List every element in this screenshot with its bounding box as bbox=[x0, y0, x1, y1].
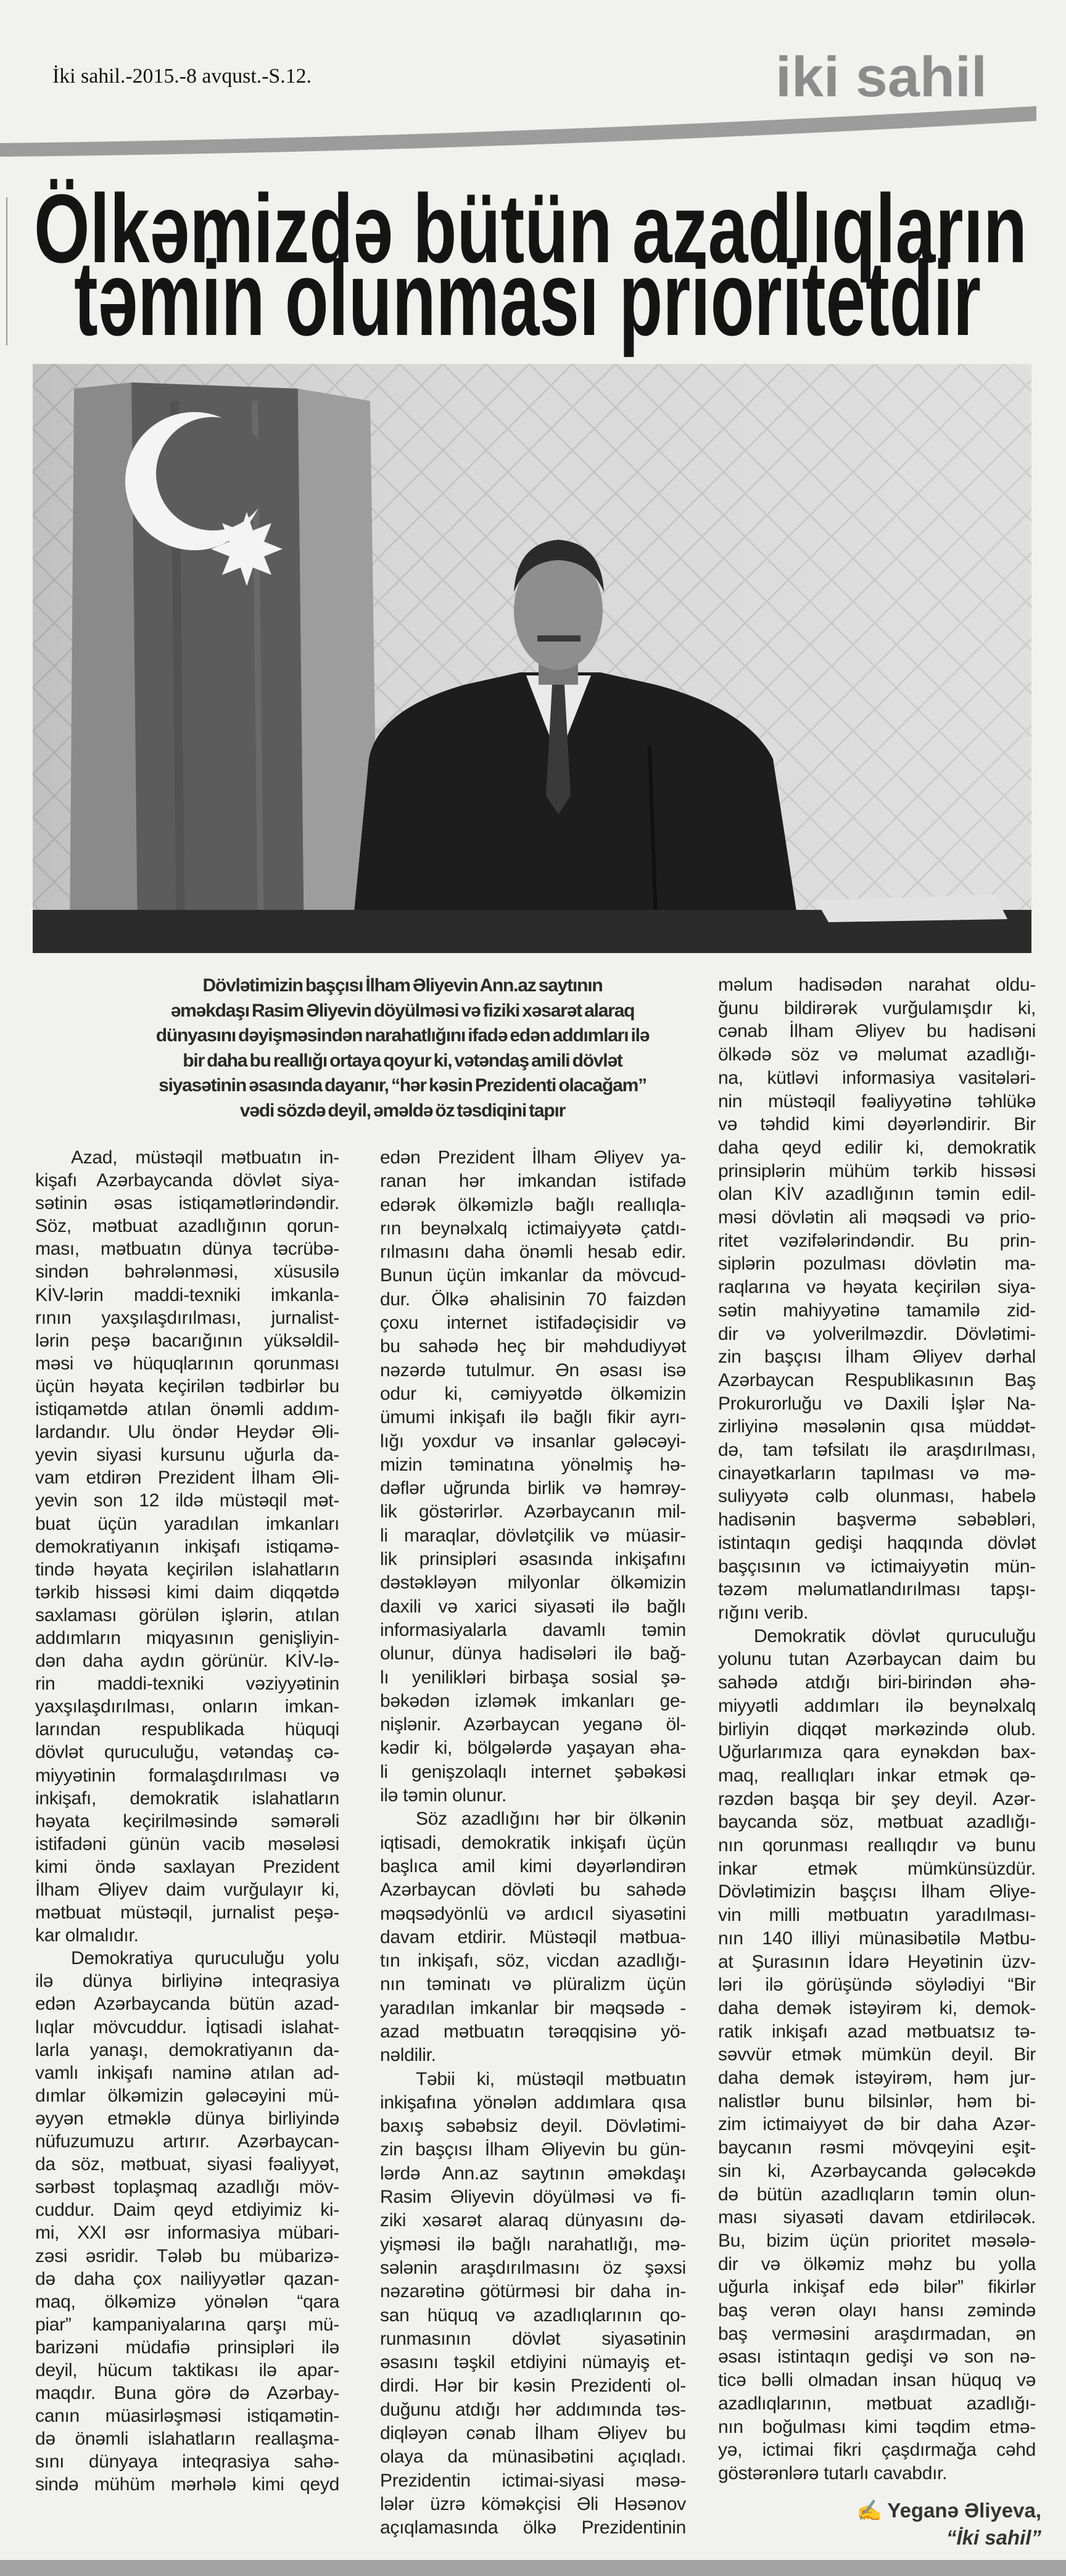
article-column-2 bbox=[380, 1146, 686, 2540]
text-line: lıqlar mövcuddur. İqtisadi islahat- bbox=[35, 2017, 339, 2037]
text-line: ratik inkişafı azad mətbuatsız tə- bbox=[718, 2021, 1036, 2042]
text-line: nəzərdə tutulmur. Ən əsası isə bbox=[380, 1360, 686, 1381]
text-line: nın təminatı və plüralizm üçün bbox=[380, 1974, 686, 1995]
text-line: duğunu atdığı hər addımında təs- bbox=[380, 2399, 686, 2420]
text-line: nın boğulması kimi təqdim etmə- bbox=[718, 2416, 1036, 2437]
text-line: təzəm məlumatlandırılması tapşı- bbox=[718, 1579, 1036, 1600]
text-line: istintaqın gedişi haqqında dövlət bbox=[718, 1532, 1036, 1553]
text-line: nın qorunması reallıqdır və bunu bbox=[718, 1835, 1036, 1856]
text-line: başçısının və ictimaiyyətin mün- bbox=[718, 1556, 1036, 1577]
text-line: cənab İlham Əliyev bu hadisəni bbox=[718, 1021, 1036, 1042]
text-line: maq, reallıqları inkar etmək qə- bbox=[718, 1765, 1036, 1786]
text-line: tərkib hissəsi kimi daim diqqətdə bbox=[35, 1582, 339, 1603]
text-line: daha qeyd edilir ki, demokratik bbox=[718, 1137, 1036, 1158]
text-line: Demokratiya quruculuğu yolu bbox=[71, 1948, 339, 1969]
article-paragraph bbox=[380, 1146, 686, 1807]
text-line: ması, mətbuatın dünya təcrübə- bbox=[35, 1239, 339, 1260]
text-line: li genişzolaqlı internet şəbəkəsi bbox=[380, 1761, 686, 1782]
text-line: Söz azadlığını hər bir ölkənin bbox=[416, 1809, 686, 1830]
text-line: və təhdid kimi dəyərləndirir. Bir bbox=[718, 1114, 1036, 1135]
text-line: ranan hər imkandan istifadə bbox=[380, 1171, 686, 1192]
text-line: tın inkişafı, söz, vicdan azadlığı- bbox=[380, 1951, 686, 1971]
text-line: kar olmalıdır. bbox=[35, 1925, 139, 1946]
text-line: deyil, hücum taktikası ilə apar- bbox=[35, 2359, 339, 2380]
text-line: san hüquq və azadlıqlarının qo- bbox=[380, 2305, 686, 2326]
text-line: baycanda söz, mətbuat azadlığı- bbox=[718, 1812, 1036, 1833]
text-line: buat üçün yaradılan imkanları bbox=[35, 1513, 339, 1534]
byline bbox=[857, 2497, 1041, 2551]
text-line: vam etdirən Prezident İlham Əli- bbox=[35, 1468, 339, 1488]
masthead: iki sahil bbox=[775, 46, 987, 109]
text-line: lığı yoxdur və insanlar gələcəyi- bbox=[380, 1430, 686, 1451]
bottom-rule bbox=[0, 2560, 1066, 2576]
text-line: lələr üzrə köməkçisi Əli Həsənov bbox=[380, 2493, 686, 2514]
text-line: Dövlətimizin başçısı İlham Əliye- bbox=[718, 1881, 1036, 1902]
text-line: zim ictimaiyyət də bir daha Azər- bbox=[718, 2114, 1036, 2135]
text-line: ölkədə söz və məlumat azadlığı- bbox=[718, 1044, 1036, 1065]
text-line: edən Azərbaycanda bütün azad- bbox=[35, 1994, 339, 2015]
text-line: piar” kampaniyalarına qarşı mü- bbox=[35, 2314, 339, 2335]
text-line: səvvür etmək mümkün deyil. Bir bbox=[718, 2044, 1036, 2065]
text-line: ziki xəsarət alaraq dünyasını də- bbox=[380, 2210, 686, 2231]
text-line: çoxu internet istifadəçisidir və bbox=[380, 1313, 686, 1334]
text-line: siplərin pozulması dövlətin ma- bbox=[718, 1253, 1036, 1274]
lead-line: Dövlətimizin başçısı İlham Əliyevin Ann.az saytının bbox=[202, 975, 603, 996]
text-line: yevin siyasi kursunu uğurla da- bbox=[35, 1445, 339, 1466]
text-line: edən Prezident İlham Əliyev ya- bbox=[380, 1147, 686, 1168]
text-line: dəflər uğrunda birlik və həmrəy- bbox=[380, 1478, 686, 1499]
text-line: dımlar ölkəmizin gələcəyini mü- bbox=[35, 2085, 339, 2106]
text-line: dövlət quruculuğu, vətəndaş cə- bbox=[35, 1742, 339, 1763]
text-line: barizəni müdafiə prinsipləri ilə bbox=[35, 2337, 339, 2358]
text-line: də, tam təfsilatı ilə araşdırılması, bbox=[718, 1440, 1036, 1461]
text-line: məqsədyönlü və ardıcıl siyasətini bbox=[380, 1903, 686, 1924]
text-line: davam etdirir. Müstəqil mətbua- bbox=[380, 1926, 686, 1947]
pen-icon: ✍ bbox=[856, 2499, 882, 2522]
text-line: Bu, bizim üçün prioritet məsələ- bbox=[718, 2230, 1036, 2251]
text-line: dəstəkləyən milyonlar ölkəmizin bbox=[380, 1572, 686, 1593]
text-line: kədir ki, bölgələrdə yaşayan əha- bbox=[380, 1738, 686, 1759]
article-paragraph bbox=[35, 1146, 339, 1947]
lead-paragraph bbox=[93, 973, 713, 1123]
text-line: Azad, müstəqil mətbuatın in- bbox=[71, 1147, 339, 1168]
text-line: nişlənir. Azərbaycan yeganə öl- bbox=[380, 1714, 686, 1735]
text-line: Uğurlarımıza qara eynəkdən bax- bbox=[718, 1742, 1036, 1763]
text-line: informasiyalarla davamlı təmin bbox=[380, 1619, 686, 1640]
text-line: vin milli mətbuatın yaradılması- bbox=[718, 1905, 1036, 1926]
text-line: dirdi. Hər bir kəsin Prezidenti ol- bbox=[380, 2376, 686, 2396]
text-line: miyyətli addımları ilə beynəlxalq bbox=[718, 1695, 1036, 1716]
text-line: at Şurasının İdarə Heyətinin üzv- bbox=[718, 1951, 1036, 1972]
text-line: istiqamətdə atılan önəmli addım- bbox=[35, 1399, 339, 1420]
text-line: cinayətkarların tapılması və mə- bbox=[718, 1463, 1036, 1484]
text-line: miyyətinin formalaşdırılması və bbox=[35, 1765, 339, 1786]
article-paragraph bbox=[718, 1625, 1036, 2485]
text-line: dur. Ölkə əhalisinin 70 faizdən bbox=[380, 1289, 686, 1310]
article-paragraph bbox=[35, 1947, 339, 2496]
text-line: ritet vəzifələrindəndir. Bu prin- bbox=[718, 1230, 1036, 1251]
text-line: iqtisadi, demokratik inkişafı üçün bbox=[380, 1832, 686, 1853]
text-line: rəzdən başqa bir şey deyil. Azər- bbox=[718, 1788, 1036, 1809]
text-line: hadisənin başvermə səbəbləri, bbox=[718, 1509, 1036, 1530]
text-line: də daha çox nailiyyətlər qazan- bbox=[35, 2268, 339, 2289]
text-line: sını dünyaya inteqrasiya sahə- bbox=[35, 2451, 339, 2472]
text-line: ləri ilə görüşündə söylədiyi “Bir bbox=[718, 1975, 1036, 1996]
text-line: rın beynəlxalq ictimaiyyətə çatdı- bbox=[380, 1218, 686, 1239]
text-line: sahədə atdığı biri-birindən əhə- bbox=[718, 1672, 1036, 1693]
text-line: tində həyata keçirilən islahatların bbox=[35, 1559, 339, 1580]
text-line: nüfuzumuzu artırır. Azərbaycan- bbox=[35, 2131, 339, 2152]
text-line: lərdə Ann.az saytının əməkdaşı bbox=[380, 2163, 686, 2184]
text-line: lərin peşə bacarığının yüksəldil- bbox=[35, 1330, 339, 1351]
text-line: Azərbaycan Respublikasının Baş bbox=[718, 1369, 1036, 1390]
text-line: İlham Əliyev daim vurğulayır ki, bbox=[35, 1880, 339, 1900]
author-name: Yeganə Əliyeva, bbox=[887, 2499, 1041, 2522]
text-line: nin müstəqil fəaliyyətinə təhlükə bbox=[718, 1091, 1036, 1112]
text-line: daha demək istəyirəm, həm jur- bbox=[718, 2068, 1036, 2089]
text-line: yaxşılaşdırılması, onların imkan- bbox=[35, 1696, 339, 1717]
text-line: Bunun üçün imkanlar da mövcud- bbox=[380, 1265, 686, 1286]
text-line: dən daha aydın görünür. KİV-lə- bbox=[35, 1651, 339, 1672]
text-line: Prezidentin ictimai-siyasi məsə- bbox=[380, 2470, 686, 2491]
text-line: azadlıqlarının, mətbuat azadlığı- bbox=[718, 2393, 1036, 2414]
text-line: inkişafı, demokratik islahatların bbox=[35, 1788, 339, 1809]
text-line: əsasını təşkil etdiyini nümayiş et- bbox=[380, 2352, 686, 2373]
text-line: runmasının dövlət siyasətinin bbox=[380, 2328, 686, 2349]
text-line: li maraqlar, dövlətçilik və müasir- bbox=[380, 1525, 686, 1546]
text-line: ması siyasəti davam etdiriləcək. bbox=[718, 2207, 1036, 2228]
text-line: larla yanaşı, demokratiyanın da- bbox=[35, 2039, 339, 2060]
text-line: demokratiyanın inkişafı istiqamə- bbox=[35, 1536, 339, 1557]
text-line: raqlarına və həyata keçirilən siya- bbox=[718, 1277, 1036, 1298]
text-line: ticə bəlli olmadan insan hüquq və bbox=[718, 2370, 1036, 2391]
text-line: də bütün azadlıqların təmin olun- bbox=[718, 2184, 1036, 2205]
text-line: Söz, mətbuat azadlığının qorun- bbox=[35, 1216, 339, 1237]
text-line: lı yenilikləri birbaşa sosial şə- bbox=[380, 1667, 686, 1688]
flag bbox=[70, 382, 378, 944]
text-line: suliyyətə cəlb olunması, habelə bbox=[718, 1486, 1036, 1507]
text-line: istifadəni günün vacib məsələsi bbox=[35, 1833, 339, 1854]
text-line: məlum hadisədən narahat oldu- bbox=[718, 975, 1036, 995]
text-line: kimi öndə saxlayan Prezident bbox=[35, 1856, 339, 1877]
text-line: rılmasını daha önəmli hesab edir. bbox=[380, 1242, 686, 1263]
president-at-desk-photo bbox=[33, 364, 1031, 953]
text-line: sin ki, Azərbaycanda gələcəkdə bbox=[718, 2160, 1036, 2181]
citation: İki sahil.-2015.-8 avqust.-S.12. bbox=[52, 65, 312, 88]
text-line: yevin son 12 ildə müstəqil mət- bbox=[35, 1490, 339, 1511]
text-line: prinsiplərin mühüm tərkib hissəsi bbox=[718, 1160, 1036, 1181]
lead-line: bir daha bu reallığı ortaya qoyur ki, vətəndaş amili dövlət bbox=[183, 1050, 622, 1071]
lead-line: dünyasını dəyişməsindən narahatlığını ifadə edən addımları ilə bbox=[155, 1025, 650, 1046]
text-line: inkar etmək mümkünsüzdür. bbox=[718, 1858, 1036, 1879]
text-line: lik göstərirlər. Azərbaycanın mil- bbox=[380, 1501, 686, 1522]
text-line: odur ki, cəmiyyətdə ölkəmizin bbox=[380, 1383, 686, 1404]
text-line: olunur, dünya hadisələri ilə bağ- bbox=[380, 1643, 686, 1664]
text-line: baş verməsini araşdırmadan, ən bbox=[718, 2323, 1036, 2344]
text-line: da söz, mətbuat, siyasi fəaliyyət, bbox=[35, 2154, 339, 2175]
text-line: ilə dünya birliyinə inteqrasiya bbox=[35, 1971, 339, 1992]
text-line: yişməsi ilə bağlı narahatlığı, mə- bbox=[380, 2234, 686, 2255]
text-line: mətbuat müstəqil, jurnalist peşə- bbox=[35, 1902, 339, 1923]
text-line: yə, ictimai fikri çaşdırmağa cəhd bbox=[718, 2440, 1036, 2461]
text-line: olaya da münasibətini açıqladı. bbox=[380, 2446, 686, 2467]
text-line: rığını verib. bbox=[718, 1602, 809, 1623]
article-paragraph bbox=[380, 2068, 686, 2540]
lead-line: siyasətinin əsasında dayanır, “hər kəsin Prezidenti olacağam” bbox=[159, 1075, 647, 1096]
text-line: üçün həyata keçirilən tədbirlər bu bbox=[35, 1376, 339, 1397]
article-paragraph bbox=[718, 973, 1036, 1625]
text-line: baxış səbəbsiz deyil. Dövlətimi- bbox=[380, 2116, 686, 2137]
text-line: məsi və hüquqlarının qorunması bbox=[35, 1353, 339, 1374]
text-line: addımların miqyasının genişliyin- bbox=[35, 1627, 339, 1648]
text-line: əyyən etməklə dünya birliyində bbox=[35, 2108, 339, 2129]
text-line: nəldilir. bbox=[380, 2045, 436, 2066]
text-line: ilə təmin olunur. bbox=[380, 1785, 507, 1806]
text-line: də önəmli islahatların reallaşma- bbox=[35, 2429, 339, 2450]
text-line: lardandır. Ulu öndər Heydər Əli- bbox=[35, 1422, 339, 1443]
text-line: zirliyinə məsələnin qısa müddət- bbox=[718, 1416, 1036, 1437]
text-line: lik prinsipləri əsasında inkişafını bbox=[380, 1549, 686, 1570]
article-column-3 bbox=[718, 973, 1036, 2485]
article-paragraph bbox=[380, 1807, 686, 2067]
text-line: sindən bəhrələnməsi, xüsusilə bbox=[35, 1261, 339, 1282]
text-line: rin maddi-texniki vəziyyətinin bbox=[35, 1674, 339, 1695]
text-line: KİV-lərin maddi-texniki imkanla- bbox=[35, 1284, 339, 1305]
text-line: na, kütləvi informasiya vasitələri- bbox=[718, 1067, 1036, 1088]
text-line: sətinin əsas istiqamətlərindəndir. bbox=[35, 1193, 339, 1214]
text-line: dir və ölkəmiz məhz bu yolla bbox=[718, 2253, 1036, 2274]
text-line: həyata keçirilməsində səmərəli bbox=[35, 1810, 339, 1831]
text-line: ğunu bildirərək vurğulamışdır ki, bbox=[718, 997, 1036, 1018]
text-line: Rasim Əliyevin döyülməsi və fi- bbox=[380, 2187, 686, 2208]
text-line: sində mühüm mərhələ kimi qeyd bbox=[35, 2474, 339, 2495]
text-line: baş verən olayı hansı zəmində bbox=[718, 2300, 1036, 2321]
text-line: daha demək istəyirəm ki, demok- bbox=[718, 1997, 1036, 2018]
header-rule bbox=[0, 106, 1036, 157]
text-line: bu sahədə heç bir məhdudiyyət bbox=[380, 1336, 686, 1357]
text-line: nalistlər bunu bilsinlər, həm bi- bbox=[718, 2091, 1036, 2112]
text-line: nın 140 illiyi münasibətilə Mətbu- bbox=[718, 1928, 1036, 1949]
text-line: ümumi inkişafı ilə bağlı fikir ayrı- bbox=[380, 1407, 686, 1428]
text-line: vamlı inkişafı naminə atılan ad- bbox=[35, 2062, 339, 2083]
article-column-1 bbox=[35, 1146, 339, 2496]
lead-line: vədi sözdə deyil, əməldə öz təsdiqini tapır bbox=[239, 1100, 566, 1121]
text-line: larından respublikada hüquqi bbox=[35, 1719, 339, 1740]
text-line: rının yaxşılaşdırılması, jurnalist- bbox=[35, 1307, 339, 1328]
text-line: mi, XXI əsr informasiya mübari- bbox=[35, 2223, 339, 2244]
text-line: uğurla inkişaf edə bilər” fikirlər bbox=[718, 2277, 1036, 2298]
text-line: yaradılan imkanlar bir məqsədə - bbox=[380, 1997, 686, 2018]
text-line: Azərbaycan dövləti bu sahədə bbox=[380, 1880, 686, 1901]
text-line: əsası istintaqın gedişi və son nə- bbox=[718, 2347, 1036, 2368]
text-line: edərək ölkəmizlə bağlı reallıqla- bbox=[380, 1194, 686, 1215]
lead-line: əməkdaşı Rasim Əliyevin döyülməsi və fiziki xəsarət alaraq bbox=[170, 1000, 635, 1021]
text-line: dir və yolverilməzdir. Dövlətimi- bbox=[718, 1323, 1036, 1344]
text-line: zin başçısı İlham Əliyev dərhal bbox=[718, 1347, 1036, 1368]
text-line: maqdır. Buna görə də Azərbay- bbox=[35, 2383, 339, 2404]
text-line: açıqlamasında ölkə Prezidentinin bbox=[380, 2517, 686, 2538]
text-line: birliyin diqqət mərkəzində olub. bbox=[718, 1719, 1036, 1740]
text-line: bəkədən izləmək imkanları ge- bbox=[380, 1690, 686, 1711]
text-line: Prokurorluğu və Daxili İşlər Na- bbox=[718, 1393, 1036, 1414]
text-line: daxili və xarici siyasəti ilə bağlı bbox=[380, 1596, 686, 1617]
text-line: məsi dövlətin ali məqsədi və prio- bbox=[718, 1207, 1036, 1228]
text-line: azad mətbuatın tərəqqisinə yö- bbox=[380, 2021, 686, 2042]
text-line: baycanın rəsmi mövqeyini eşit- bbox=[718, 2137, 1036, 2158]
text-line: zin başçısı İlham Əliyevin bu gün- bbox=[380, 2139, 686, 2160]
text-line: diqləyən cənab İlham Əliyev bu bbox=[380, 2423, 686, 2444]
text-line: inkişafına yönələn addımlara qısa bbox=[380, 2092, 686, 2113]
page-header bbox=[0, 0, 1066, 358]
text-line: mizin təminatına yönəlmiş hə- bbox=[380, 1454, 686, 1475]
author-source: “İki sahil” bbox=[946, 2526, 1041, 2549]
text-line: maq, ölkəmizə yönələn “qara bbox=[35, 2291, 339, 2312]
text-line: canın müasirləşməsi istiqamətin- bbox=[35, 2406, 339, 2427]
text-line: sələnin araşdırılmasını öz şəxsi bbox=[380, 2257, 686, 2278]
text-line: Demokratik dövlət quruculuğu bbox=[754, 1625, 1036, 1646]
headline-line-1: Ölkəmizdə bütün azadlıqların bbox=[34, 175, 1027, 283]
text-line: sərbəst toplaşmaq azadlığı möv- bbox=[35, 2177, 339, 2198]
text-line: yolunu tutan Azərbaycan daim bu bbox=[718, 1649, 1036, 1670]
text-line: cuddur. Daim qeyd etdiyimiz ki- bbox=[35, 2200, 339, 2221]
text-line: Təbii ki, müstəqil mətbuatın bbox=[416, 2068, 686, 2089]
text-line: zəsi əsridir. Tələb bu mübarizə- bbox=[35, 2245, 339, 2266]
text-line: göstərənlərə tutarlı cavabdır. bbox=[718, 2463, 948, 2483]
text-line: saxlaması görülən işlərin, atılan bbox=[35, 1604, 339, 1625]
left-margin-rule bbox=[6, 197, 7, 345]
text-line: nəzarətinə götürməsi bir daha in- bbox=[380, 2281, 686, 2302]
text-line: sətin mahiyyətinə tamamilə zid- bbox=[718, 1300, 1036, 1321]
text-line: kişafı Azərbaycanda dövlət siya- bbox=[35, 1170, 339, 1191]
text-line: olan KİV azadlığının təmin edil- bbox=[718, 1184, 1036, 1205]
text-line: başlıca amil kimi dəyərləndirən bbox=[380, 1856, 686, 1876]
headline-line-2: təmin olunması prioritetdir bbox=[74, 239, 981, 358]
